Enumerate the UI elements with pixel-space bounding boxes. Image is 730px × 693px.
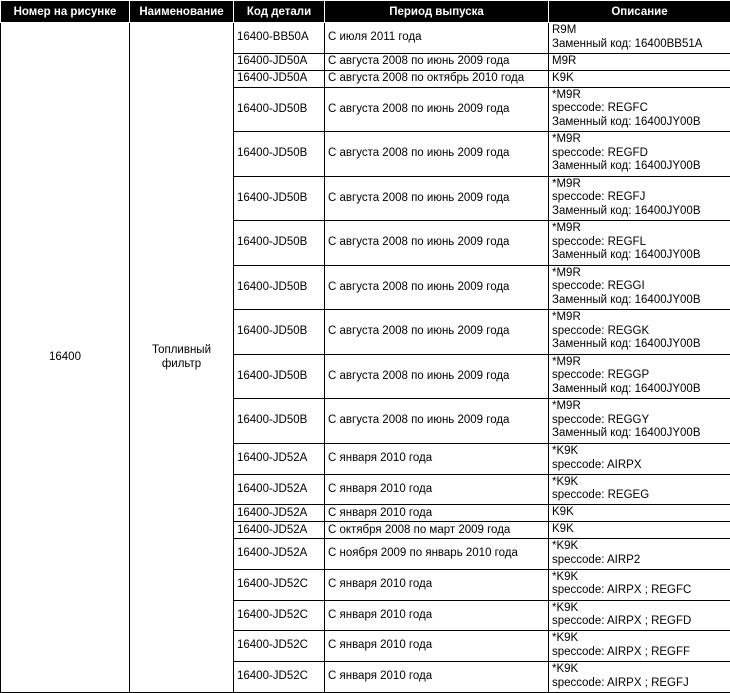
- description-line: K9K: [552, 523, 574, 536]
- description-cell: [549, 265, 730, 310]
- description-line: speccode: REGFD: [552, 146, 648, 159]
- period-cell: С января 2010 года: [325, 600, 549, 631]
- header-part-code: Код детали: [234, 1, 325, 23]
- description-line: *M9R: [552, 88, 581, 101]
- part-code-cell: 16400-JD50B: [234, 87, 325, 132]
- part-code-cell: 16400-JD52C: [234, 600, 325, 631]
- period-cell: С августа 2008 по июнь 2009 года: [325, 221, 549, 266]
- part-code-cell: 16400-JD52C: [234, 631, 325, 662]
- header-figure-number: Номер на рисунке: [1, 1, 130, 23]
- period-cell: С июля 2011 года: [325, 23, 549, 54]
- description-cell: [549, 539, 730, 570]
- period-cell: С августа 2008 по июнь 2009 года: [325, 132, 549, 177]
- description-cell: [549, 221, 730, 266]
- part-code-cell: 16400-JD52A: [234, 522, 325, 539]
- description-line: speccode: REGGP: [552, 369, 650, 382]
- description-line: *M9R: [552, 266, 581, 279]
- description-cell: [549, 662, 730, 693]
- description-line: *M9R: [552, 355, 581, 368]
- description-cell: [549, 569, 730, 600]
- table-row: [1, 23, 730, 54]
- description-line: speccode: REGGK: [552, 324, 650, 337]
- part-code-cell: 16400-JD50B: [234, 354, 325, 399]
- description-line: speccode: AIRPX ; REGFJ: [552, 676, 689, 689]
- period-cell: С августа 2008 по июнь 2009 года: [325, 265, 549, 310]
- part-name-line: фильтр: [161, 357, 202, 370]
- period-cell: С января 2010 года: [325, 662, 549, 693]
- description-cell: [549, 53, 730, 70]
- period-cell: С января 2010 года: [325, 569, 549, 600]
- period-cell: С января 2010 года: [325, 631, 549, 662]
- description-line: *K9K: [552, 475, 579, 488]
- part-code-cell: 16400-JD52C: [234, 662, 325, 693]
- description-cell: [549, 310, 730, 355]
- period-cell: С ноября 2009 по январь 2010 года: [325, 539, 549, 570]
- part-code-cell: 16400-BB50A: [234, 23, 325, 54]
- description-line: *K9K: [552, 570, 579, 583]
- description-cell: [549, 600, 730, 631]
- header-description: Описание: [549, 1, 730, 23]
- period-cell: С августа 2008 по июнь 2009 года: [325, 87, 549, 132]
- description-cell: [549, 505, 730, 522]
- period-cell: С августа 2008 по июнь 2009 года: [325, 53, 549, 70]
- description-cell: [549, 70, 730, 87]
- description-line: speccode: REGFC: [552, 102, 648, 114]
- description-line: Заменный код: 16400JY00B: [552, 249, 701, 262]
- description-line: speccode: AIRPX ; REGFD: [552, 615, 692, 628]
- period-cell: С января 2010 года: [325, 474, 549, 505]
- description-cell: [549, 354, 730, 399]
- table-body: [1, 23, 730, 693]
- description-line: speccode: AIRPX ; REGFC: [552, 584, 692, 597]
- part-name-cell: [130, 23, 234, 693]
- period-cell: С января 2010 года: [325, 505, 549, 522]
- part-code-cell: 16400-JD50B: [234, 399, 325, 444]
- period-cell: С августа 2008 по октябрь 2010 года: [325, 70, 549, 87]
- part-code-cell: 16400-JD50A: [234, 70, 325, 87]
- description-line: Заменный код: 16400JY00B: [552, 427, 701, 440]
- part-code-cell: 16400-JD50A: [234, 53, 325, 70]
- description-line: speccode: AIRP2: [552, 553, 641, 566]
- part-code-cell: 16400-JD52A: [234, 444, 325, 475]
- description-line: speccode: AIRPX ; REGFF: [552, 645, 691, 658]
- period-cell: С августа 2008 по июнь 2009 года: [325, 399, 549, 444]
- description-line: R9M: [552, 24, 577, 36]
- part-name-line: Топливный: [151, 344, 212, 356]
- description-line: Заменный код: 16400JY00B: [552, 115, 701, 128]
- part-code-cell: 16400-JD52C: [234, 569, 325, 600]
- part-code-cell: 16400-JD50B: [234, 310, 325, 355]
- header-row: [1, 1, 730, 23]
- description-line: Заменный код: 16400JY00B: [552, 160, 701, 173]
- description-cell: [549, 522, 730, 539]
- description-line: *M9R: [552, 311, 581, 324]
- description-line: speccode: AIRPX: [552, 458, 642, 471]
- description-line: K9K: [552, 506, 574, 519]
- part-code-cell: 16400-JD50B: [234, 221, 325, 266]
- period-cell: С августа 2008 по июнь 2009 года: [325, 354, 549, 399]
- description-line: Заменный код: 16400JY00B: [552, 293, 701, 306]
- period-cell: С октября 2008 по март 2009 года: [325, 522, 549, 539]
- description-line: speccode: REGFL: [552, 235, 646, 248]
- description-cell: [549, 132, 730, 177]
- description-line: speccode: REGGY: [552, 413, 650, 426]
- part-code-cell: 16400-JD52A: [234, 505, 325, 522]
- description-line: Заменный код: 16400JY00B: [552, 204, 701, 217]
- period-cell: С января 2010 года: [325, 444, 549, 475]
- part-code-cell: 16400-JD50B: [234, 132, 325, 177]
- description-line: *K9K: [552, 632, 579, 645]
- header-period: Период выпуска: [325, 1, 549, 23]
- description-line: speccode: REGEG: [552, 489, 650, 502]
- description-cell: [549, 23, 730, 54]
- description-line: speccode: REGGI: [552, 280, 645, 293]
- description-line: K9K: [552, 71, 574, 84]
- period-cell: С августа 2008 по июнь 2009 года: [325, 310, 549, 355]
- part-code-cell: 16400-JD50B: [234, 176, 325, 221]
- header-name: Наименование: [130, 1, 234, 23]
- description-line: speccode: REGFJ: [552, 191, 646, 204]
- description-line: Заменный код: 16400BB51A: [552, 37, 703, 50]
- description-line: *K9K: [552, 663, 579, 676]
- description-line: Заменный код: 16400JY00B: [552, 338, 701, 351]
- description-line: *K9K: [552, 445, 579, 457]
- part-code-cell: 16400-JD50B: [234, 265, 325, 310]
- description-cell: [549, 87, 730, 132]
- description-line: *K9K: [552, 540, 579, 553]
- description-line: M9R: [552, 54, 577, 67]
- description-line: *M9R: [552, 222, 581, 235]
- part-code-cell: 16400-JD52A: [234, 474, 325, 505]
- description-line: *M9R: [552, 400, 581, 413]
- figure-number-cell: 16400: [1, 23, 130, 693]
- description-line: Заменный код: 16400JY00B: [552, 382, 701, 395]
- description-line: *M9R: [552, 177, 581, 190]
- description-line: *K9K: [552, 601, 579, 614]
- description-cell: [549, 474, 730, 505]
- description-cell: [549, 399, 730, 444]
- period-cell: С августа 2008 по июнь 2009 года: [325, 176, 549, 221]
- description-cell: [549, 631, 730, 662]
- part-code-cell: 16400-JD52A: [234, 539, 325, 570]
- description-cell: [549, 444, 730, 475]
- description-line: *M9R: [552, 133, 581, 146]
- description-cell: [549, 176, 730, 221]
